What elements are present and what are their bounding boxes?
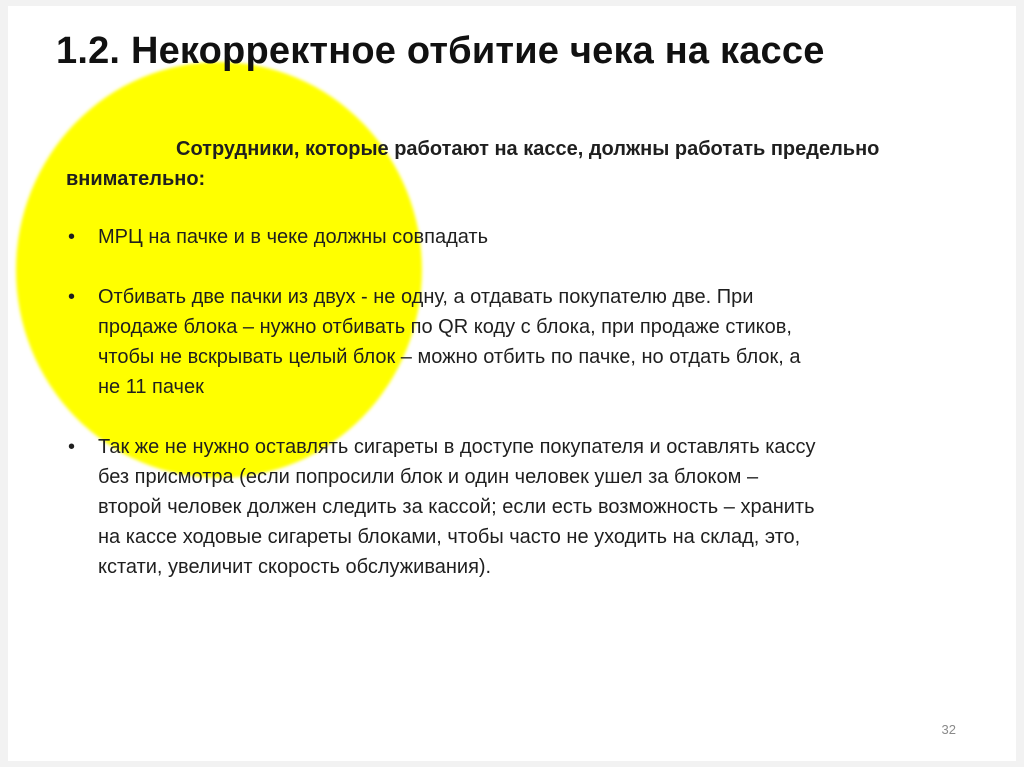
- bullet-line: второй человек должен следить за кассой; если есть возможность – хранить: [98, 496, 815, 518]
- bullet-line: на кассе ходовые сигареты блоками, чтобы часто не уходить на склад, это,: [98, 526, 801, 548]
- bullet-icon: •: [68, 436, 76, 458]
- bullet-line: не 11 пачек: [98, 376, 204, 398]
- bullet-icon: •: [68, 226, 76, 248]
- bullet-list: [66, 222, 956, 612]
- lead-line-1: Сотрудники, которые работают на кассе, должны работать предельно: [176, 138, 880, 160]
- bullet-icon: •: [68, 286, 76, 308]
- bullet-line: продаже блока – нужно отбивать по QR коду с блока, при продаже стиков,: [98, 316, 792, 338]
- page-number: 32: [941, 722, 956, 737]
- bullet-line: Так же не нужно оставлять сигареты в доступе покупателя и оставлять кассу: [98, 436, 816, 458]
- slide: [8, 6, 1016, 761]
- lead-paragraph: [66, 134, 966, 194]
- bullet-line: кстати, увеличит скорость обслуживания).: [98, 556, 492, 578]
- bullet-line: чтобы не вскрывать целый блок – можно отбить по пачке, но отдать блок, а: [98, 346, 801, 368]
- bullet-line: МРЦ на пачке и в чеке должны совпадать: [98, 226, 489, 248]
- slide-title: 1.2. Некорректное отбитие чека на кассе: [56, 30, 825, 72]
- lead-line-2: внимательно:: [66, 168, 206, 190]
- bullet-line: Отбивать две пачки из двух - не одну, а отдавать покупателю две. При: [98, 286, 754, 308]
- bullet-line: без присмотра (если попросили блок и один человек ушел за блоком –: [98, 466, 759, 488]
- bullet-item: [66, 222, 956, 252]
- bullet-item: [66, 432, 956, 582]
- bullet-item: [66, 282, 956, 402]
